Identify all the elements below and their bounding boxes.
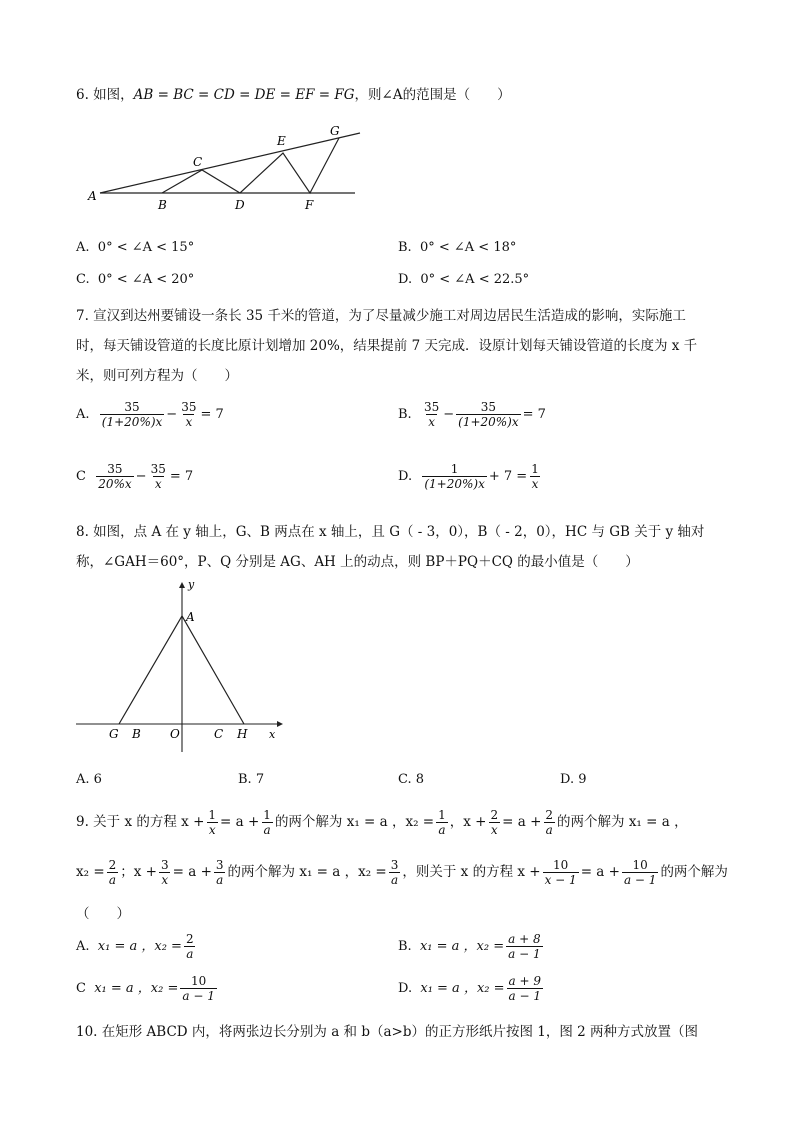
q6-label-g: G xyxy=(330,124,340,138)
q7-line-3: 米，则可列方程为（ ） xyxy=(76,368,238,384)
q7-option-d[interactable]: D. $\frac{1}{(1+20\%)x}$ + 7 = $\frac{1}{x}$ xyxy=(398,462,539,491)
q8-label-b: B xyxy=(132,727,141,741)
q6-label-a: A xyxy=(88,189,97,203)
q6-option-d[interactable]: D. 0° < ∠A < 22.5° xyxy=(398,272,530,287)
q9-option-b[interactable]: B. x₁ = a ，x₂ = $\frac{a + 8}{a - 1}$ xyxy=(398,932,541,961)
q6-label-f: F xyxy=(305,198,314,212)
q8-label-y: y xyxy=(188,578,195,591)
q6-zigzag xyxy=(162,138,339,193)
q6-stem: 6. 如图，AB = BC = CD = DE = EF = FG，则∠A的范围是（ ） xyxy=(76,87,511,103)
q9-option-a[interactable]: A. x₁ = a ，x₂ = $\frac{2}{a}$ xyxy=(76,932,194,961)
q8-label-x: x xyxy=(269,728,276,741)
q6-option-c[interactable]: C. 0° < ∠A < 20° xyxy=(76,272,195,287)
q6-ray-ag xyxy=(100,133,360,193)
q6-label-b: B xyxy=(158,198,167,212)
q8-label-c: C xyxy=(214,727,224,741)
q8-label-a: A xyxy=(186,610,195,624)
q9-option-c[interactable]: C x₁ = a ，x₂ = $\frac{10}{a - 1}$ xyxy=(76,974,215,1003)
q8-option-b[interactable]: B. 7 xyxy=(238,772,265,787)
q9-paren: （ ） xyxy=(76,906,130,922)
q6-stem-expr: AB = BC = CD = DE = EF = FG xyxy=(133,87,355,103)
q6-figure xyxy=(80,118,370,218)
q7-option-c[interactable]: C $\frac{35}{20\%x}$ − $\frac{35}{x}$ = 7 xyxy=(76,462,194,491)
q8-option-a[interactable]: A. 6 xyxy=(76,772,102,787)
q10-line-1: 10. 在矩形 ABCD 内，将两张边长分别为 a 和 b（a>b）的正方形纸片按图 1，图 2 两种方式放置（图 xyxy=(76,1024,699,1040)
q7-option-b[interactable]: B. $\frac{35}{x}$ − $\frac{35}{(1+20\%)x}$ = 7 xyxy=(398,400,546,429)
q8-option-d[interactable]: D. 9 xyxy=(560,772,587,787)
q8-x-arrow xyxy=(277,721,283,727)
q6-option-b[interactable]: B. 0° < ∠A < 18° xyxy=(398,240,517,255)
q6-option-a[interactable]: A. 0° < ∠A < 15° xyxy=(76,240,195,255)
q8-label-o: O xyxy=(170,727,180,741)
q8-label-h: H xyxy=(237,727,248,741)
q9-option-d[interactable]: D. x₁ = a ，x₂ = $\frac{a + 9}{a - 1}$ xyxy=(398,974,541,1003)
q9-line-2: x₂ = $\frac{2}{a}$ ；x + $\frac{3}{x}$ = a + $\frac{3}{a}$ 的两个解为 x₁ = a ，x₂ = $\frac{3}{a}$ ，则关于 x 的方程 x + $\frac{10}{x - 1}$ = a + $\frac{10}{a - 1}$ 的两个解为 xyxy=(76,858,728,887)
q9-line-1: 9. 关于 x 的方程 x + $\frac{1}{x}$ = a + $\frac{1}{a}$ 的两个解为 x₁ = a ，x₂ = $\frac{1}{a}$ ，x + $\frac{2}{x}$ = a + $\frac{2}{a}$ 的两个解为 x₁ = a ， xyxy=(76,808,688,837)
q7-line-1: 7. 宣汉到达州要铺设一条长 35 千米的管道，为了尽量减少施工对周边居民生活造成的影响，实际施工 xyxy=(76,308,686,324)
q6-label-c: C xyxy=(193,155,203,169)
q7-line-2: 时，每天铺设管道的长度比原计划增加 20%，结果提前 7 天完成．设原计划每天铺设管道的长度为 x 千 xyxy=(76,338,698,354)
q8-label-g: G xyxy=(109,727,119,741)
q8-option-c[interactable]: C. 8 xyxy=(398,772,425,787)
q6-label-d: D xyxy=(235,198,245,212)
q6-label-e: E xyxy=(277,134,286,148)
q8-line-1: 8. 如图，点 A 在 y 轴上，G、B 两点在 x 轴上，且 G（ - 3，0），B（ - 2，0），HC 与 GB 关于 y 轴对 xyxy=(76,524,705,540)
q8-line-2: 称，∠GAH＝60°，P、Q 分别是 AG、AH 上的动点，则 BP＋PQ＋CQ 的最小值是（ ） xyxy=(76,554,639,570)
q8-figure xyxy=(72,574,287,754)
q8-y-arrow xyxy=(179,582,185,588)
q7-option-a[interactable]: A. $\frac{35}{(1+20\%)x}$ − $\frac{35}{x}$ = 7 xyxy=(76,400,224,429)
